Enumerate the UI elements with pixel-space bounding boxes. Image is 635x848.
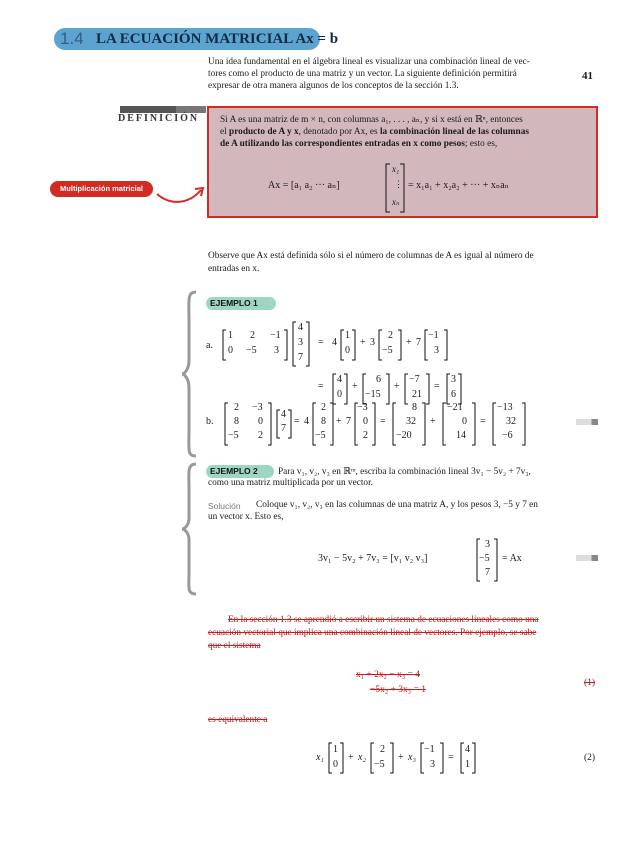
def-eq-vec-entry: ⋮ <box>394 179 403 189</box>
end-of-example-marker <box>576 419 598 425</box>
matrix-entry: 2 <box>234 402 239 413</box>
final-equation <box>316 742 516 776</box>
part-b-label: b. <box>206 416 214 427</box>
example2-line: como una matriz multiplicada por un vector. <box>208 478 373 488</box>
example2-tag: EJEMPLO 2 <box>206 465 274 478</box>
vector-entry: 3 <box>434 345 439 356</box>
vector-entry: 4 <box>337 374 342 385</box>
vector-entry: 3 <box>430 759 435 770</box>
matrix-entry: 1 <box>228 330 233 341</box>
solution-label: Solución <box>208 501 241 511</box>
vector-entry: 32 <box>406 416 416 427</box>
ex2-eq-lhs: 3v₁ − 5v₂ + 7v₃ = [v₁ v₂ v₃] <box>318 553 428 564</box>
vector-entry: 2 <box>388 330 393 341</box>
vector-entry: −5 <box>374 759 385 770</box>
vector-entry: 14 <box>456 430 466 441</box>
definition-bar <box>176 106 206 113</box>
definition-text <box>220 114 590 150</box>
intro-line: expresar de otra manera algunos de los conceptos de la sección 1.3. <box>208 81 459 91</box>
equals-sign: = <box>480 416 486 427</box>
section-number: 1.4 <box>60 29 84 48</box>
matrix-entry: −5 <box>246 345 257 356</box>
term-weights: de A utilizando las correspondientes entradas en x como pesos <box>220 139 465 149</box>
vector-entry: −1 <box>424 744 435 755</box>
vector-entry: 7 <box>281 423 286 434</box>
variable: x₃ <box>408 752 416 763</box>
vector-entry: 6 <box>451 389 456 400</box>
plus-sign: + <box>352 381 358 392</box>
def-eq-rhs: = x₁a₁ + x₂a₂ + ··· + xₙaₙ <box>408 180 509 191</box>
matrix-entry: 0 <box>258 416 263 427</box>
equals-sign: = <box>294 416 300 427</box>
arrow-icon <box>155 184 207 206</box>
plus-sign: + <box>394 381 400 392</box>
definition-line: de A utilizando las correspondientes entradas en x como pesos; esto es, <box>220 139 498 149</box>
vector-entry: 1 <box>345 330 350 341</box>
example2-line: Para v₁, v₂, v₃ en ℝᵐ, escriba la combinación lineal 3v₁ − 5v₂ + 7v₃, <box>278 467 531 477</box>
definition-equation <box>268 163 588 213</box>
struck-paragraph <box>208 614 600 653</box>
struck-system-line: −5x₂ + 3x₃ = 1 <box>370 685 426 695</box>
definition-line: Si A es una matriz de m × n, con columnas a₁, . . . , aₙ, y si x está en ℝⁿ, entonces <box>220 115 523 125</box>
vector-entry: 4 <box>465 744 470 755</box>
vector-entry: 1 <box>333 744 338 755</box>
example2-brace <box>180 462 200 596</box>
vector-entry: 0 <box>337 389 342 400</box>
vector-entry: 0 <box>462 416 467 427</box>
vector-entry: 8 <box>321 416 326 427</box>
example1-brace <box>180 290 200 458</box>
vector-entry: −5 <box>315 430 326 441</box>
ex2-eq-rhs: = Ax <box>502 553 522 564</box>
vector-entry: 7 <box>485 567 490 578</box>
matrix-entry: −3 <box>252 402 263 413</box>
observe-line: Observe que Ax está definida sólo si el número de columnas de A es igual al número de <box>208 251 534 261</box>
vector-entry: 1 <box>465 759 470 770</box>
equals-sign: = <box>318 337 324 348</box>
vector-entry: 6 <box>376 374 381 385</box>
struck-system-line: x₁ + 2x₂ − x₃ = 4 <box>356 670 421 680</box>
vector-entry: 3 <box>451 374 456 385</box>
coefficient: 7 <box>346 416 351 427</box>
equals-sign: = <box>318 381 324 392</box>
variable: x₁ <box>316 752 324 763</box>
observe-paragraph <box>208 250 600 276</box>
vector-entry: 21 <box>412 389 422 400</box>
vector-entry: 2 <box>380 744 385 755</box>
plus-sign: + <box>398 752 404 763</box>
struck-line: que el sistema <box>208 641 261 651</box>
matrix-entry: 2 <box>250 330 255 341</box>
plus-sign: + <box>406 337 412 348</box>
plus-sign: + <box>430 416 436 427</box>
term-product: producto de A y x <box>229 127 299 137</box>
definition-line: el producto de A y x, denotado por Ax, es la combinación lineal de las columnas <box>220 127 529 137</box>
vector-entry: −7 <box>409 374 420 385</box>
margin-badge: Multiplicación matricial <box>50 181 153 197</box>
equation-number: (2) <box>584 753 596 763</box>
matrix-entry: 3 <box>274 345 279 356</box>
vector-entry: −13 <box>497 402 513 413</box>
vector-entry: 7 <box>298 352 303 363</box>
vector-entry: 0 <box>363 416 368 427</box>
variable: x₂ <box>358 752 366 763</box>
vector-entry: −15 <box>365 389 381 400</box>
solution-line: un vector x. Esto es, <box>208 512 284 522</box>
part-a-label: a. <box>206 340 213 351</box>
page-number: 41 <box>582 70 593 82</box>
def-eq-vec-entry: xₙ <box>392 197 400 207</box>
coefficient: 7 <box>416 337 421 348</box>
end-of-example-marker <box>576 555 598 561</box>
vector-entry: 8 <box>412 402 417 413</box>
vector-entry: −1 <box>428 330 439 341</box>
coefficient: 3 <box>370 337 375 348</box>
intro-line: Una idea fundamental en el álgebra lineal es visualizar una combinación lineal de vec- <box>208 57 530 67</box>
struck-line: En la sección 1.3 se aprendió a escribir un sistema de ecuaciones lineales como una <box>228 615 539 625</box>
example2-equation <box>318 538 568 584</box>
struck-line: es equivalente a <box>208 715 268 725</box>
vector-entry: −5 <box>382 345 393 356</box>
vector-entry: 3 <box>298 337 303 348</box>
plus-sign: + <box>360 337 366 348</box>
matrix-entry: −1 <box>270 330 281 341</box>
coefficient: 4 <box>304 416 309 427</box>
coefficient: 4 <box>332 337 337 348</box>
equation-number: (1) <box>584 678 596 688</box>
matrix-entry: 0 <box>228 345 233 356</box>
vector-entry: 3 <box>485 539 490 550</box>
vector-entry: −21 <box>447 402 463 413</box>
plus-sign: + <box>336 416 342 427</box>
vector-entry: 4 <box>281 409 286 420</box>
observe-line: entradas en x. <box>208 264 260 274</box>
vector-entry: −5 <box>479 553 490 564</box>
vector-entry: 2 <box>363 430 368 441</box>
def-eq-vec-entry: x₁ <box>392 164 400 174</box>
intro-paragraph <box>208 56 578 92</box>
equals-sign: = <box>434 381 440 392</box>
vector-entry: 0 <box>333 759 338 770</box>
vector-entry: −6 <box>502 430 513 441</box>
equals-sign: = <box>448 752 454 763</box>
plus-sign: + <box>348 752 354 763</box>
matrix-entry: 8 <box>234 416 239 427</box>
struck-line: ecuación vectorial que implica una combinación lineal de vectores. Por ejemplo, se sabe <box>208 628 537 638</box>
solution-line: Coloque v₁, v₂, v₃ en las columnas de una matriz A, y los pesos 3, −5 y 7 en <box>256 500 538 510</box>
definition-bar <box>120 106 176 113</box>
term-combination: la combinación lineal de las columnas <box>379 127 529 137</box>
example1-tag: EJEMPLO 1 <box>206 297 276 310</box>
vector-entry: 2 <box>321 402 326 413</box>
def-eq-lhs: Ax = [a₁ a₂ ··· aₙ] <box>268 180 340 191</box>
intro-line: tores como el producto de una matriz y un vector. La siguiente definición permitirá <box>208 69 517 79</box>
vector-entry: −3 <box>357 402 368 413</box>
vector-entry: 32 <box>506 416 516 427</box>
vector-entry: 0 <box>345 345 350 356</box>
matrix-entry: −5 <box>228 430 239 441</box>
section-title: LA ECUACIÓN MATRICIAL Ax = b <box>96 31 339 47</box>
matrix-entry: 2 <box>258 430 263 441</box>
vector-entry: −20 <box>396 430 412 441</box>
example1-part-b <box>206 400 616 448</box>
vector-entry: 4 <box>298 322 303 333</box>
equals-sign: = <box>380 416 386 427</box>
definition-label: DEFINICIÓN <box>118 113 200 124</box>
